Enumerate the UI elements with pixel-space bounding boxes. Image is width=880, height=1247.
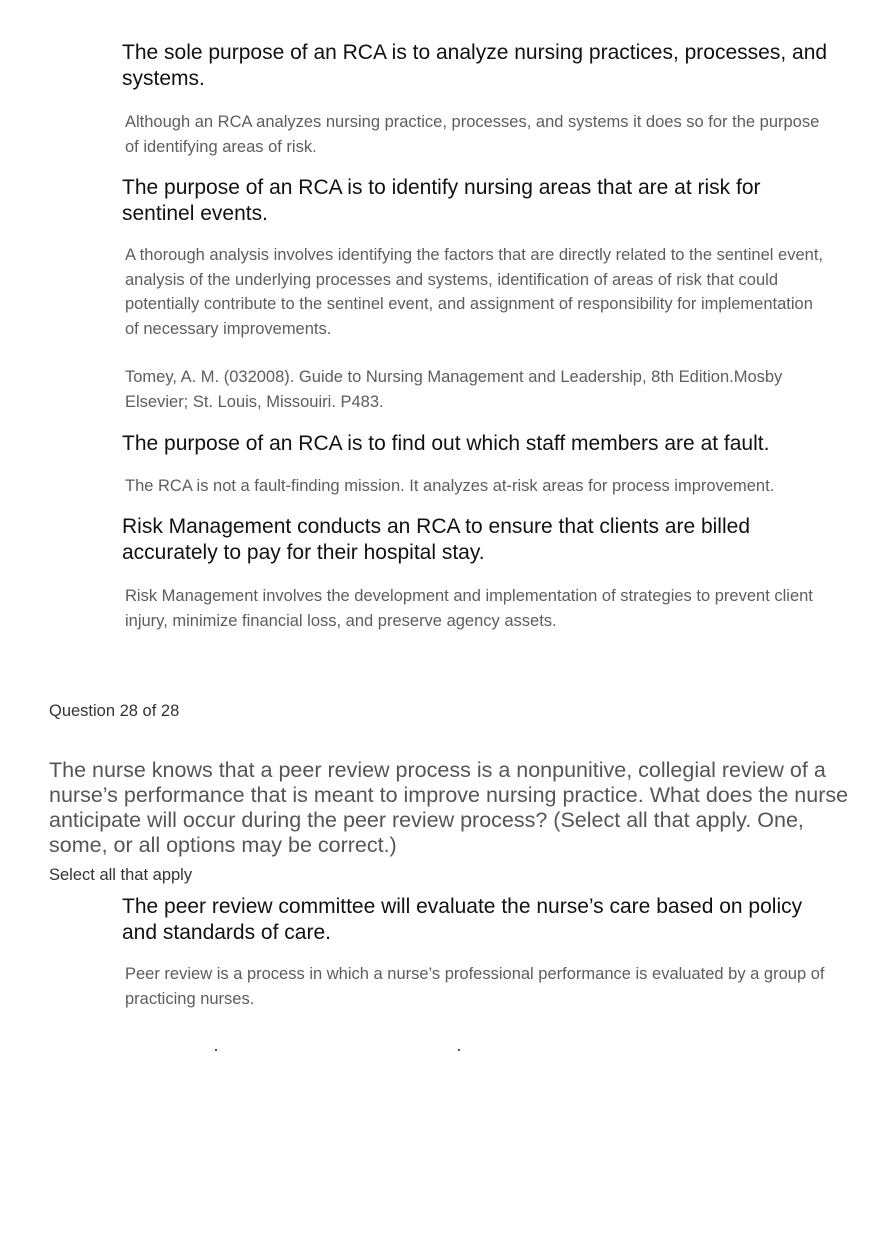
answer-rationale-4: Risk Management involves the development and implementation of strategies to prevent client injury, minimize financial loss, and preserve agency assets.: [125, 587, 813, 630]
select-instruction: Select all that apply: [49, 866, 193, 884]
reference-citation: Tomey, A. M. (032008). Guide to Nursing Management and Leadership, 8th Edition.Mosby Elsevier; St. Louis, Missouiri. P483.: [125, 368, 783, 411]
answer-option-2: The purpose of an RCA is to identify nursing areas that are at risk for sentinel events.: [122, 176, 761, 225]
question-rationale-1: Peer review is a process in which a nurse’s professional performance is evaluated by a group of practicing nurses.: [125, 965, 825, 1008]
scan-dot: [215, 1049, 217, 1051]
question-number: Question 28 of 28: [49, 702, 180, 720]
answer-rationale-3: The RCA is not a fault-finding mission. It analyzes at-risk areas for process improvement.: [125, 477, 775, 495]
answer-rationale-2: A thorough analysis involves identifying the factors that are directly related to the sentinel event, analysis of the underlying processes and systems, identification of areas of risk that could potentially contribute to the sentinel event, and assignment of responsibility for implementation of necessary improvements.: [125, 246, 823, 338]
question-option-1[interactable]: The peer review committee will evaluate the nurse’s care based on policy and standards of care.: [122, 895, 803, 944]
answer-option-3: The purpose of an RCA is to find out which staff members are at fault.: [122, 432, 770, 455]
scan-dot: [458, 1049, 460, 1051]
answer-option-4: Risk Management conducts an RCA to ensure that clients are billed accurately to pay for their hospital stay.: [122, 515, 751, 564]
answer-rationale-1: Although an RCA analyzes nursing practice, processes, and systems it does so for the purpose of identifying areas of risk.: [125, 113, 820, 156]
question-stem: The nurse knows that a peer review process is a nonpunitive, collegial review of a nurse’s performance that is meant to improve nursing practice. What does the nurse anticipate will occur during the peer review process? (Select all that apply. One, some, or all options may be correct.): [49, 758, 849, 857]
answer-option-1: The sole purpose of an RCA is to analyze nursing practices, processes, and systems.: [122, 41, 828, 90]
